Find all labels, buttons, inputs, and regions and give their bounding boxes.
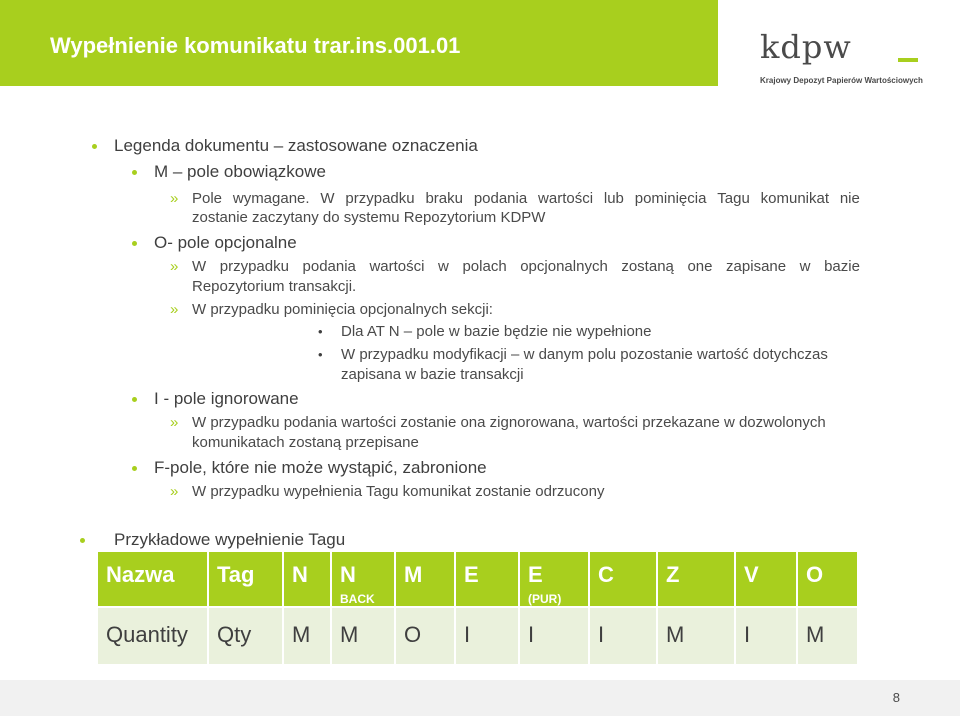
legend-i-label: I - pole ignorowane xyxy=(154,389,299,408)
word: W xyxy=(192,258,207,275)
table-cell: I xyxy=(455,607,519,664)
legend-o-sub2-line1: W przypadku modyfikacji – w danym polu pozostanie wartość dotychczas xyxy=(341,346,828,363)
table-header-cell: Z xyxy=(657,552,735,607)
raquo-icon: » xyxy=(170,414,179,431)
tag-example-table xyxy=(98,552,859,664)
example-heading: Przykładowe wypełnienie Tagu xyxy=(114,530,346,549)
table-header-cell: V xyxy=(735,552,797,607)
word: wartości xyxy=(538,190,594,207)
word: nie xyxy=(839,190,860,207)
legend-o-note1-line2: Repozytorium transakcji. xyxy=(192,278,357,295)
table-header-cell: C xyxy=(589,552,657,607)
word: Pole xyxy=(192,190,223,207)
legend-f-note: W przypadku wypełnienia Tagu komunikat zostanie odrzucony xyxy=(192,483,605,500)
word: zostaną xyxy=(621,258,674,275)
word: podania xyxy=(302,258,356,275)
legend-m-label: M – pole obowiązkowe xyxy=(154,162,326,181)
word: polach xyxy=(462,258,507,275)
table-cell: Quantity xyxy=(98,607,208,664)
table-header-cell: Tag xyxy=(208,552,283,607)
raquo-icon: » xyxy=(170,190,179,207)
table-cell: M xyxy=(283,607,331,664)
word: wartości xyxy=(369,258,425,275)
logo-accent-dash xyxy=(898,58,918,62)
word: bazie xyxy=(824,258,860,275)
legend-i-note-line2: komunikatach zostaną przepisane xyxy=(192,434,419,451)
table-cell: I xyxy=(519,607,589,664)
word: komunikat xyxy=(760,190,830,207)
table-cell: I xyxy=(589,607,657,664)
green-dot-icon xyxy=(132,397,137,402)
table-cell: Qty xyxy=(208,607,283,664)
word: przypadku xyxy=(219,258,289,275)
word: opcjonalnych xyxy=(520,258,608,275)
table-header-cell: N BACK xyxy=(331,552,395,607)
table-header-cell: O xyxy=(797,552,858,607)
table-header-cell: E (PUR) xyxy=(519,552,589,607)
word: lub xyxy=(603,190,624,207)
legend-m-note-line2: zostanie zaczytany do systemu Repozytorium KDPW xyxy=(192,209,546,226)
word: zapisane xyxy=(726,258,787,275)
word: wymagane. xyxy=(232,190,310,207)
legend-o-note1-line1 xyxy=(192,258,860,275)
legend-heading: Legenda dokumentu – zastosowane oznaczenia xyxy=(114,136,478,155)
legend-o-note2: W przypadku pominięcia opcjonalnych sekcji: xyxy=(192,301,493,318)
legend-o-sub1: Dla AT N – pole w bazie będzie nie wypełnione xyxy=(341,323,652,340)
logo-subtitle: Krajowy Depozyt Papierów Wartościowych xyxy=(760,76,923,85)
table-header-row xyxy=(98,552,858,607)
word: w xyxy=(438,258,449,275)
green-dot-icon xyxy=(132,466,137,471)
logo-wordmark: kdpw xyxy=(760,28,852,66)
table-cell: M xyxy=(331,607,395,664)
table-cell: M xyxy=(657,607,735,664)
footer-bar xyxy=(0,680,960,716)
word: one xyxy=(687,258,713,275)
table-cell: M xyxy=(797,607,858,664)
table-row xyxy=(98,607,858,664)
title-bar xyxy=(0,0,718,86)
word: W xyxy=(320,190,335,207)
word: Tagu xyxy=(717,190,750,207)
table-header-cell: N xyxy=(283,552,331,607)
word: braku xyxy=(425,190,463,207)
raquo-icon: » xyxy=(170,301,179,318)
green-dot-icon xyxy=(92,144,97,149)
word: podania xyxy=(473,190,528,207)
page-title: Wypełnienie komunikatu trar.ins.001.01 xyxy=(50,33,461,58)
word: w xyxy=(799,258,811,275)
raquo-icon: » xyxy=(170,483,179,500)
green-dot-icon xyxy=(132,170,137,175)
page-number: 8 xyxy=(892,690,900,705)
word: pominięcia xyxy=(634,190,707,207)
green-dot-icon xyxy=(132,241,137,246)
table-header-cell: E xyxy=(455,552,519,607)
small-bullet-icon: • xyxy=(318,324,323,339)
word: przypadku xyxy=(345,190,415,207)
legend-f-label: F-pole, które nie może wystąpić, zabronione xyxy=(154,458,487,477)
legend-o-sub2-line2: zapisana w bazie transakcji xyxy=(341,366,524,383)
raquo-icon: » xyxy=(170,258,179,275)
legend-m-note-line1 xyxy=(192,190,860,207)
small-bullet-icon: • xyxy=(318,347,323,362)
legend-i-note-line1: W przypadku podania wartości zostanie ona zignorowana, wartości przekazane w dozwolonych xyxy=(192,414,826,431)
table-header-cell: M xyxy=(395,552,455,607)
kdpw-logo xyxy=(760,28,930,88)
legend-o-label: O- pole opcjonalne xyxy=(154,233,297,252)
table-header-cell: Nazwa xyxy=(98,552,208,607)
table-cell: I xyxy=(735,607,797,664)
table-cell: O xyxy=(395,607,455,664)
green-dot-icon xyxy=(80,538,85,543)
